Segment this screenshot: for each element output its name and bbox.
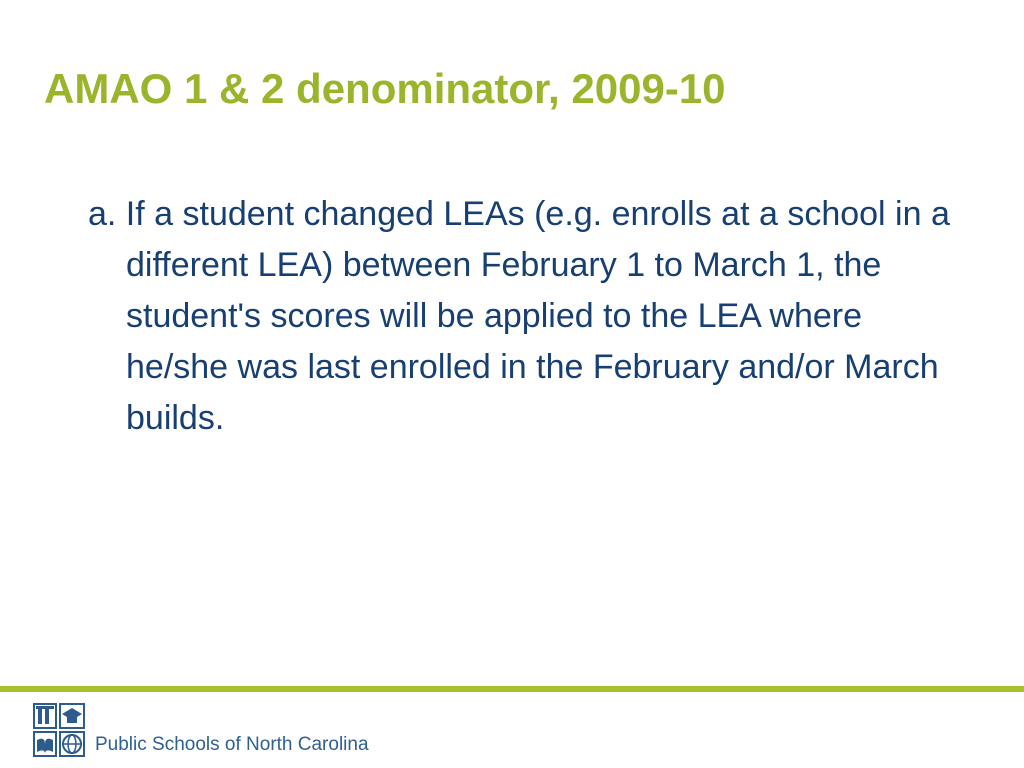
ncdpi-logo-icon [32, 700, 88, 760]
slide-title: AMAO 1 & 2 denominator, 2009-10 [44, 65, 726, 112]
body-list-item: a. If a student changed LEAs (e.g. enrolls at a school in a different LEA) between February 1 to March 1, the student's scores will be applied to the LEA where he/she was last enrolled in the February and/or March builds. [88, 195, 950, 437]
slide-body [88, 189, 968, 444]
footer-organization-name: Public Schools of North Carolina [95, 734, 369, 755]
footer-divider [0, 686, 1024, 692]
